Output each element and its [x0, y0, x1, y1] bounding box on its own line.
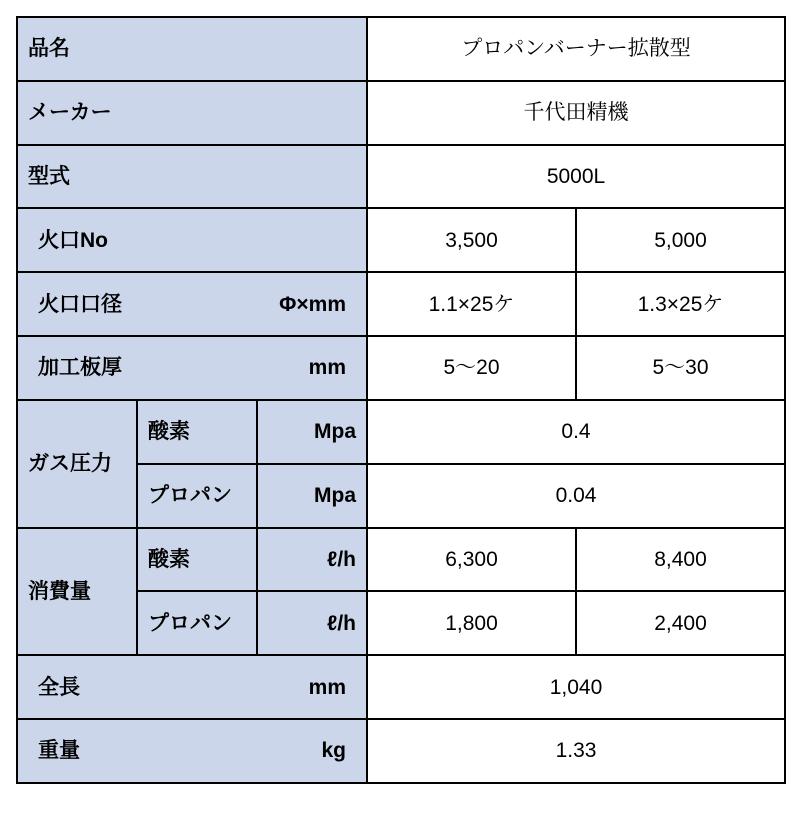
- row-value-plate-thickness-a: 5〜20: [367, 336, 576, 400]
- row-label-maker: メーカー: [17, 81, 367, 145]
- row-label-plate-thickness: [17, 336, 367, 400]
- row-unit-gas-pressure-oxygen: Mpa: [257, 400, 367, 464]
- row-value-nozzle-diameter-a: 1.1×25ケ: [367, 272, 576, 336]
- table-row: [17, 719, 785, 783]
- row-label-text: 火口No: [38, 228, 108, 252]
- row-label-text: 重量: [38, 739, 80, 763]
- row-value-nozzle-no-b: 5,000: [576, 208, 785, 272]
- row-label-model: 型式: [17, 145, 367, 209]
- table-row: [17, 272, 785, 336]
- row-value-maker: 千代田精機: [367, 81, 785, 145]
- row-label-gas-pressure-propane: プロパン: [137, 464, 257, 528]
- row-label-nozzle-no: [17, 208, 367, 272]
- row-label-gas-pressure-oxygen: 酸素: [137, 400, 257, 464]
- row-label-consumption-oxygen: 酸素: [137, 528, 257, 592]
- row-unit-text: Φ×mm: [279, 292, 347, 316]
- row-unit-text: kg: [321, 739, 347, 763]
- row-label-consumption-propane: プロパン: [137, 591, 257, 655]
- row-value-plate-thickness-b: 5〜30: [576, 336, 785, 400]
- table-row: [17, 655, 785, 719]
- row-label-text: 全長: [38, 675, 80, 699]
- row-value-gas-pressure-propane: 0.04: [367, 464, 785, 528]
- row-unit-gas-pressure-propane: Mpa: [257, 464, 367, 528]
- row-label-text: 加工板厚: [38, 356, 122, 380]
- table-row: [17, 17, 785, 81]
- row-label-nozzle-diameter: [17, 272, 367, 336]
- row-value-weight: 1.33: [367, 719, 785, 783]
- row-value-consumption-oxygen-a: 6,300: [367, 528, 576, 592]
- specification-table: [16, 16, 786, 784]
- row-unit-text: mm: [308, 356, 347, 380]
- row-group-gas-pressure: ガス圧力: [17, 400, 137, 528]
- table-row: [17, 400, 785, 464]
- row-label-text: 火口口径: [38, 292, 122, 316]
- table-row: [17, 145, 785, 209]
- row-value-consumption-propane-a: 1,800: [367, 591, 576, 655]
- row-unit-text: mm: [308, 675, 347, 699]
- row-label-product-name: 品名: [17, 17, 367, 81]
- row-value-consumption-propane-b: 2,400: [576, 591, 785, 655]
- row-label-weight: [17, 719, 367, 783]
- row-value-consumption-oxygen-b: 8,400: [576, 528, 785, 592]
- row-value-model: 5000L: [367, 145, 785, 209]
- table-row: [17, 336, 785, 400]
- row-value-total-length: 1,040: [367, 655, 785, 719]
- row-unit-consumption-oxygen: ℓ/h: [257, 528, 367, 592]
- table-row: [17, 208, 785, 272]
- row-group-consumption: 消費量: [17, 528, 137, 656]
- row-unit-consumption-propane: ℓ/h: [257, 591, 367, 655]
- table-row: [17, 528, 785, 592]
- row-value-nozzle-no-a: 3,500: [367, 208, 576, 272]
- row-value-nozzle-diameter-b: 1.3×25ケ: [576, 272, 785, 336]
- row-label-total-length: [17, 655, 367, 719]
- row-value-gas-pressure-oxygen: 0.4: [367, 400, 785, 464]
- row-value-product-name: プロパンバーナー拡散型: [367, 17, 785, 81]
- table-row: [17, 81, 785, 145]
